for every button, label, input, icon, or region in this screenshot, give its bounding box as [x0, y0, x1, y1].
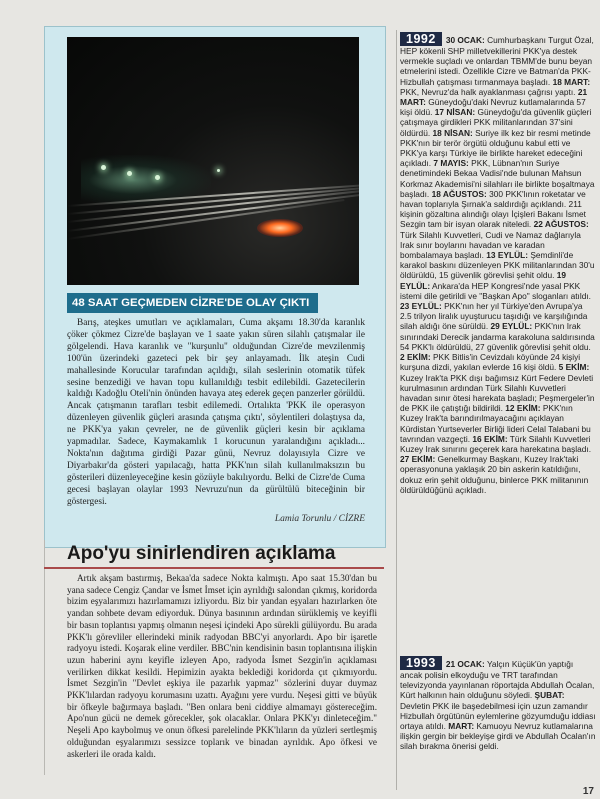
event-text: PKK'nın Irak sınırındaki Derecik jandarma karakoluna saldırısında 54 PKK'lı öldürüldü, 27 güvenlik görevlisi şehit oldu. [400, 321, 595, 352]
timeline-events [400, 659, 596, 751]
year-badge: 1992 [400, 32, 442, 46]
event-date: 2 EKİM: [400, 352, 431, 363]
event-date: 21 OCAK: [445, 659, 485, 669]
event-text: Kuzey Irak'ta PKK dışı bağımsız Kürt Federe Devleti kurulmasının ardından Türk Silahlı Kuvvetleri havadan sınır ötesi harekata başladı; Peşmergeler'in de PKK ile çatıştığı bildirildi. [400, 372, 595, 414]
event-text: Devletin PKK ile başedebilmesi için uzun zamandır Hizbullah örgütünün eylemlerine gözyumduğu iddiası ortaya atıldı. [400, 700, 596, 732]
street-light [127, 171, 132, 176]
event-text: PKK, Lübnan'nın Suriye denetimindeki Bekaa Vadisi'nde bulunan Mahsun Korkmaz Akademisi'ni silahları ile birlikte boşaltmaya başladı. [400, 158, 595, 199]
event-date: 22 AĞUSTOS: [533, 219, 589, 230]
event-date: 12 EKİM: [505, 403, 541, 414]
article-body: Artık akşam bastırmış, Bekaa'da sadece Nokta kalmıştı. Apo saat 15.30'dan bu yana sadece Cengiz Çandar ve İsmet İmset için ayrıldığı salondan çıkmış, koridorda bizim eşyalarımızı hazırlamamızı izliyordu. Biz bir yandan eşyaları hazırlarken öte yandan sohbete devam ediyorduk. Dünya basınının ardından sürüklemiş ve keyifli bir basın toplantısı yapmış olmanın neşesi içindeki Apo sürekli gülüyordu. Bu arada PKK'lı görevliler ellerindeki minik radyodan BBC'yi anyorlardı. Apo bir işaretle radyoyu istedi. Koşarak eline verdiler. BBC'nin kendisinin basın toplantısına ilişkin uzun haberini aynı keyifle izleyen Apo, radyoda İsmet Sezgin'in açıklaması verilirken dikkat kesildi. Hepimizin ayakta beklediği koridorda çıt çıkmıyordu. İsmet Sezgin'in "Devlet eşkiya ile pazarlık yapmaz" sözlerini duyar duymaz PKK'lılardan radyoyu korumasını uzattı. Ayağını yere vurdu. Neşesi gitti ve büyük bir öfkeyle bağırmaya başladı. "Ben onlara beni ciddiye almamayı göstereceğim. Apo'nun gücü ne demek görecekler, şok olacaklar. Onlara PKK'yı dinleteceğim." Neşeli Apo kaybolmuş ve onun öfkesi parelelinde PKK'lıların da yüzleri sertleşmiş olduğundan eşyalarımızı sessizce toplarık ve binadan ayrıldık. Apo öfkesi ve askerleri ile orada kaldı. [67, 573, 377, 759]
event-date: 13 EYLÜL: [486, 250, 529, 261]
timeline-column [392, 30, 600, 799]
article-frame-line [44, 540, 45, 775]
event-date: 21 MART: [400, 86, 588, 108]
tracer-flare [257, 219, 303, 237]
event-text: Suriye ilk kez bir resmi metinde PKK'nın bir terör örgütü olduğunu kabul etti ve PKK'ya karşı Türkiye ile birlikte hareket edeceğini açıkladı. [400, 127, 591, 169]
event-text: Şemdinli'de karakol baskını düzenleyen PKK militanlarından 30'u öldürüldü, 15 güvenlik görevlisi şehit oldu. [400, 250, 595, 281]
street-light [155, 175, 160, 180]
street-light [217, 169, 220, 172]
article-title: Apo'yu sinirlendiren açıklama [67, 543, 336, 564]
event-text: Genelkurmay Başkanı, Kuzey Irak'taki operasyonuna yaklaşık 20 bin askerin katıldığını, dokuz erin şehit olduğunu, binlerce PKK militanının öldürüldüğünü açıkladı. [400, 454, 589, 495]
event-text: Güneydoğu'daki Nevruz kutlamalarında 57 kişi öldü. [400, 97, 586, 118]
caption-body: Barış, ateşkes umutları ve açıklamaları, Cuma akşamı 18.30'da karanlık çöker çökmez Cizre'de başlayan ve 1 saate yakın süren silahlı çatışmalar ile gölgelendi. Hava karanlık ve "kurşunlu" olduğundan Cizre'de mevzilenmiş 100'ün üzerindeki gazeteci pek bir şey anlayamadı. İlk ateşin Cudi mahallesinde Korucular tarafından açıldığı, silah seslerinin otomatik tüfek sesine benzediği ve havan topu kullanıldığı tesbit edilebildi. Gazetecilerin kaldığı Kadoğlu Oteli'nin önünden havaya ateş ederek geçen panzerler görüldü. Ancak çatışmanın tarafları tesbit edilemedi. Ortalıkta 'PKK ile operasyon düzenleyen güvenlik güçleri arasında çatışma çıktı', söylentileri dolaştıysa da, ne PKK'ya yakın çevreler, ne de güvenlik güçleri kesin bir açıklama yapmadılar. Sadece, Kaymakamlık 1 korucunun yaralandığını açıkladı... Nokta'nın dağıtıma girdiği Pazar günü, Nevruz dolayısıyla Cizre ve Diyarbakır'da gösteri yapılacağı, hatta PKK'nın silah kullanılmaksızın bu gösterileri düzenleyeceğine kesin gözüyle bakılıyordu. Belki de Cizre'de Cuma gecesi başlayan olaylar 1993 Nevruzu'nun da gürültülü biteceğinin bir göstergesi. [67, 318, 365, 507]
timeline-year-block [400, 32, 596, 495]
event-date: 18 AĞUSTOS: [431, 188, 487, 199]
cizre-night-photo [67, 37, 359, 285]
event-date: 16 EKİM: [472, 433, 508, 444]
event-text: PKK Bitlis'in Cevizdalı köyünde 24 kişiyi kurşuna dizdi, yakılan evlerde 16 kişi öldü. [400, 352, 581, 373]
event-text: Ankara'da HEP Kongresi'nde yasal PKK istemi dile getirildi ve "Başkan Apo" sloganları atıldı. [400, 280, 591, 301]
event-text: PKK'nın her yıl Türkiye'den Avrupa'ya 2.5 trilyon liralık uyuşturucu taşıdığı ve karşılığında silah aldığı öne sürüldü. [400, 301, 588, 332]
event-text: Cumhurbaşkanı Turgut Özal, HEP kökenli SHP milletvekillerini PKK'ya destek vermekle suçladı ve onlardan TBMM'de bunu beyan etmelerini istedi. Özellikle Cizre ve Batman'da PKK-Hizbullah çatışması tırmanmaya başladı. [400, 35, 594, 87]
event-text: PKK, Nevruz'da halk ayaklanması çağrısı yaptı. [400, 86, 576, 97]
timeline-year-block [400, 656, 596, 752]
event-date: 5 EKİM: [558, 362, 590, 373]
event-text: Türk Silahlı Kuvvetleri, Cudi ve Namaz dağlarıyla Irak sınır boylarını havadan ve karadan bombalamaya başladı. [400, 229, 581, 261]
light-streak [67, 199, 344, 240]
timeline-events [400, 35, 595, 495]
caption-signature: Lamia Torunlu / CİZRE [274, 514, 365, 524]
event-text: Yalçın Küçük'ün yaptığı ancak polisin elkoyduğu ve TRT tarafından televizyonda yayınlanan röportajda Abdullah Öcalan, Kürt halkının hain olduğunu söyledi. [400, 659, 595, 701]
article-title-rule [44, 567, 384, 569]
event-date: 17 NİSAN: [434, 107, 476, 118]
caption-heading: 48 SAAT GEÇMEDEN CİZRE'DE OLAY ÇIKTI [67, 293, 318, 313]
event-text: Kamuoyu Nevruz kutlamalarına ilişkin gergin bir bekleyişe girdi ve Abdullah Öcalan'ın silah bırakma önerisi geldi. [400, 721, 596, 752]
event-date: ŞUBAT: [534, 690, 565, 701]
event-date: 18 NİSAN: [432, 127, 473, 138]
event-date: 7 MAYIS: [433, 158, 469, 169]
event-date: 27 EKİM: [400, 454, 436, 465]
event-date: 23 EYLÜL: [400, 301, 442, 312]
page-number: 17 [582, 786, 594, 797]
year-badge: 1993 [400, 656, 442, 670]
event-date: 30 OCAK: [445, 35, 485, 45]
event-text: Güneydoğu'da güvenlik güçleri çatışmaya girdikleri PKK militanlarından 37'sini öldürdü. [400, 107, 592, 138]
event-date: 19 EYLÜL: [400, 270, 567, 291]
event-text: 300 PKK'lının roketatar ve havan toplarıyla Şırnak'a saldırdığı açıklandı. 211 kişinin gözaltına alındığı olayı İçişleri Bakanı İsmet Sezgin tam bir isyan olarak niteledi. [400, 188, 586, 230]
event-text: PKK'nın Kuzey Irak'ta barındırılmayacağını açıklayan Kürdistan Yurtseverler Birliği lideri Celal Talabani bu tavrından vazgeçti. [400, 403, 591, 444]
event-date: 29 EYLÜL: [490, 321, 533, 332]
event-date: 18 MART: [552, 76, 591, 87]
street-light [101, 165, 106, 170]
event-text: Türk Silahlı Kuvvetleri Kuzey Irak sınırını geçerek kara harekatına başladı. [400, 433, 592, 454]
event-date: MART: [448, 721, 475, 732]
